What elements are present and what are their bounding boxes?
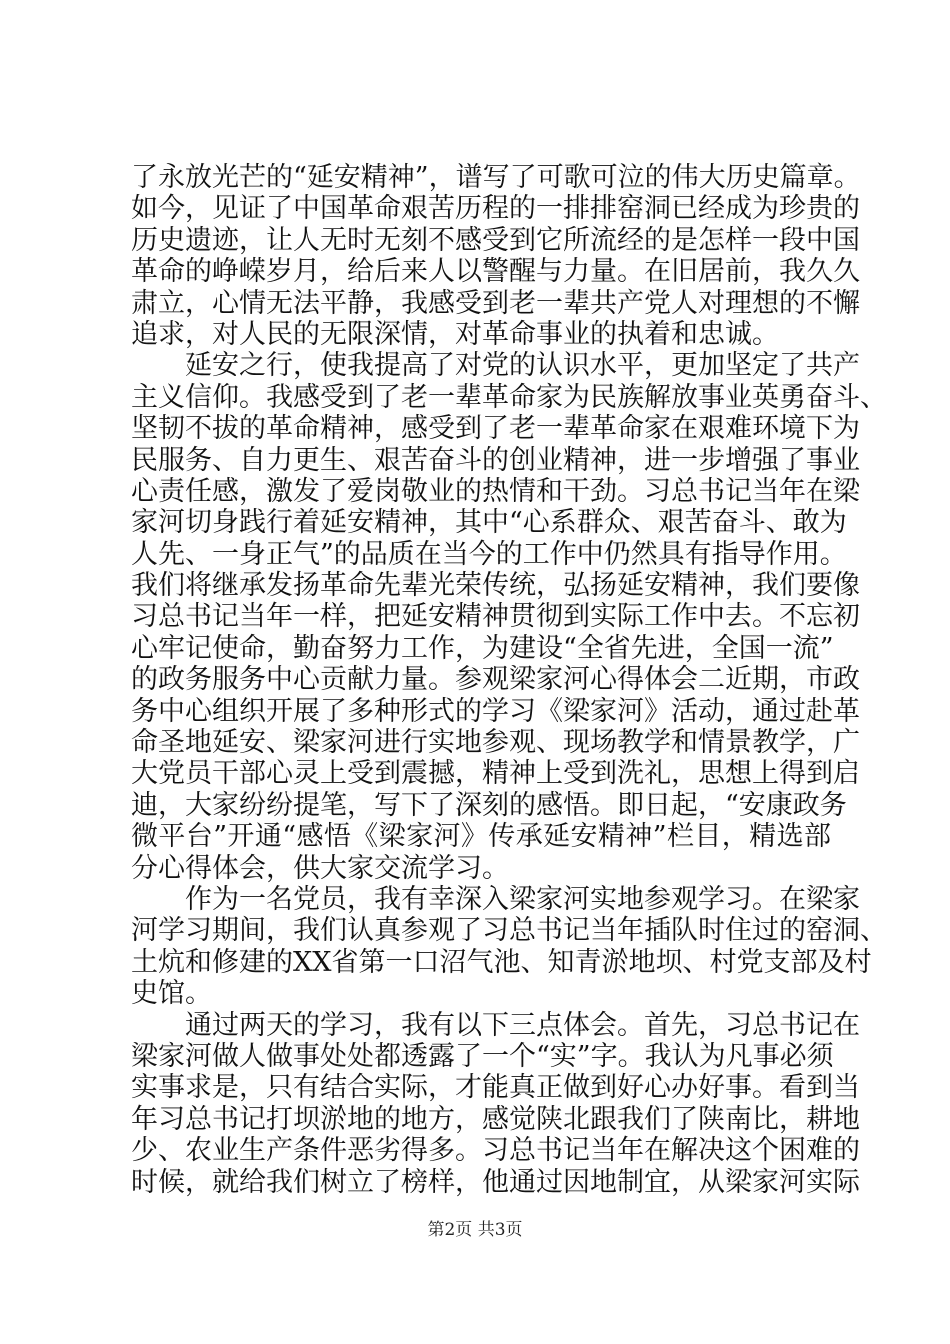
paragraph bbox=[131, 883, 887, 1010]
text-line: 心牢记使命，勤奋努力工作，为建设“全省先进，全国一流” bbox=[131, 632, 834, 664]
text-line: 历史遗迹，让人无时无刻不感受到它所流经的是怎样一段中国 bbox=[131, 224, 860, 256]
text-line: 大党员干部心灵上受到震撼，精神上受到洗礼，思想上得到启 bbox=[131, 758, 860, 790]
text-line: 如今，见证了中国革命艰苦历程的一排排窑洞已经成为珍贵的 bbox=[131, 193, 860, 225]
text-line: 迪，大家纷纷提笔，写下了深刻的感悟。即日起，“安康政务 bbox=[131, 789, 847, 821]
text-line: 少、农业生产条件恶劣得多。习总书记当年在解决这个困难的 bbox=[131, 1135, 860, 1167]
paragraph bbox=[131, 350, 887, 884]
text-line: 微平台”开通“感悟《梁家河》传承延安精神”栏目，精选部 bbox=[131, 821, 831, 853]
text-line: 延安之行，使我提高了对党的认识水平，更加坚定了共产 bbox=[185, 350, 860, 382]
text-line: 坚韧不拔的革命精神，感受到了老一辈革命家在艰难环境下为 bbox=[131, 413, 860, 445]
text-line: 我们将继承发扬革命先辈光荣传统，弘扬延安精神，我们要像 bbox=[131, 570, 860, 602]
text-line: 作为一名党员，我有幸深入梁家河实地参观学习。在梁家 bbox=[185, 883, 860, 915]
text-line: 分心得体会，供大家交流学习。 bbox=[131, 852, 509, 884]
text-line: 习总书记当年一样，把延安精神贯彻到实际工作中去。不忘初 bbox=[131, 601, 860, 633]
text-line: 人先、一身正气”的品质在当今的工作中仍然具有指导作用。 bbox=[131, 538, 847, 570]
text-line: 了永放光芒的“延安精神”，谱写了可歌可泣的伟大历史篇章。 bbox=[131, 162, 861, 193]
text-line: 土炕和修建的XX省第一口沼气池、知青淤地坝、村党支部及村 bbox=[131, 946, 872, 978]
text-line: 肃立，心情无法平静，我感受到老一辈共产党人对理想的不懈 bbox=[131, 287, 860, 319]
text-line: 史馆。 bbox=[131, 978, 212, 1010]
text-line: 时候，就给我们树立了榜样，他通过因地制宜，从梁家河实际 bbox=[131, 1166, 860, 1198]
text-line: 追求，对人民的无限深情，对革命事业的执着和忠诚。 bbox=[131, 318, 779, 350]
text-line: 实事求是，只有结合实际，才能真正做到好心办好事。看到当 bbox=[131, 1072, 860, 1104]
text-line: 年习总书记打坝淤地的地方，感觉陕北跟我们了陕南比，耕地 bbox=[131, 1103, 860, 1135]
page-footer: 第2页 共3页 bbox=[427, 1220, 523, 1240]
paragraph bbox=[131, 162, 861, 350]
body-text bbox=[131, 162, 887, 1198]
paragraph bbox=[131, 1009, 860, 1198]
text-line: 梁家河做人做事处处都透露了一个“实”字。我认为凡事必须 bbox=[131, 1040, 834, 1072]
text-line: 家河切身践行着延安精神，其中“心系群众、艰苦奋斗、敢为 bbox=[131, 507, 847, 539]
text-line: 心责任感，激发了爱岗敬业的热情和干劲。习总书记当年在梁 bbox=[131, 475, 860, 507]
text-line: 通过两天的学习，我有以下三点体会。首先，习总书记在 bbox=[185, 1009, 860, 1041]
text-line: 的政务服务中心贡献力量。参观梁家河心得体会二近期，市政 bbox=[131, 664, 860, 696]
text-line: 主义信仰。我感受到了老一辈革命家为民族解放事业英勇奋斗、 bbox=[131, 381, 887, 413]
text-line: 革命的峥嵘岁月，给后来人以警醒与力量。在旧居前，我久久 bbox=[131, 256, 860, 288]
text-line: 命圣地延安、梁家河进行实地参观、现场教学和情景教学，广 bbox=[131, 727, 860, 759]
text-line: 河学习期间，我们认真参观了习总书记当年插队时住过的窑洞、 bbox=[131, 915, 887, 947]
text-line: 民服务、自力更生、艰苦奋斗的创业精神，进一步增强了事业 bbox=[131, 444, 860, 476]
text-line: 务中心组织开展了多种形式的学习《梁家河》活动，通过赴革 bbox=[131, 695, 860, 727]
